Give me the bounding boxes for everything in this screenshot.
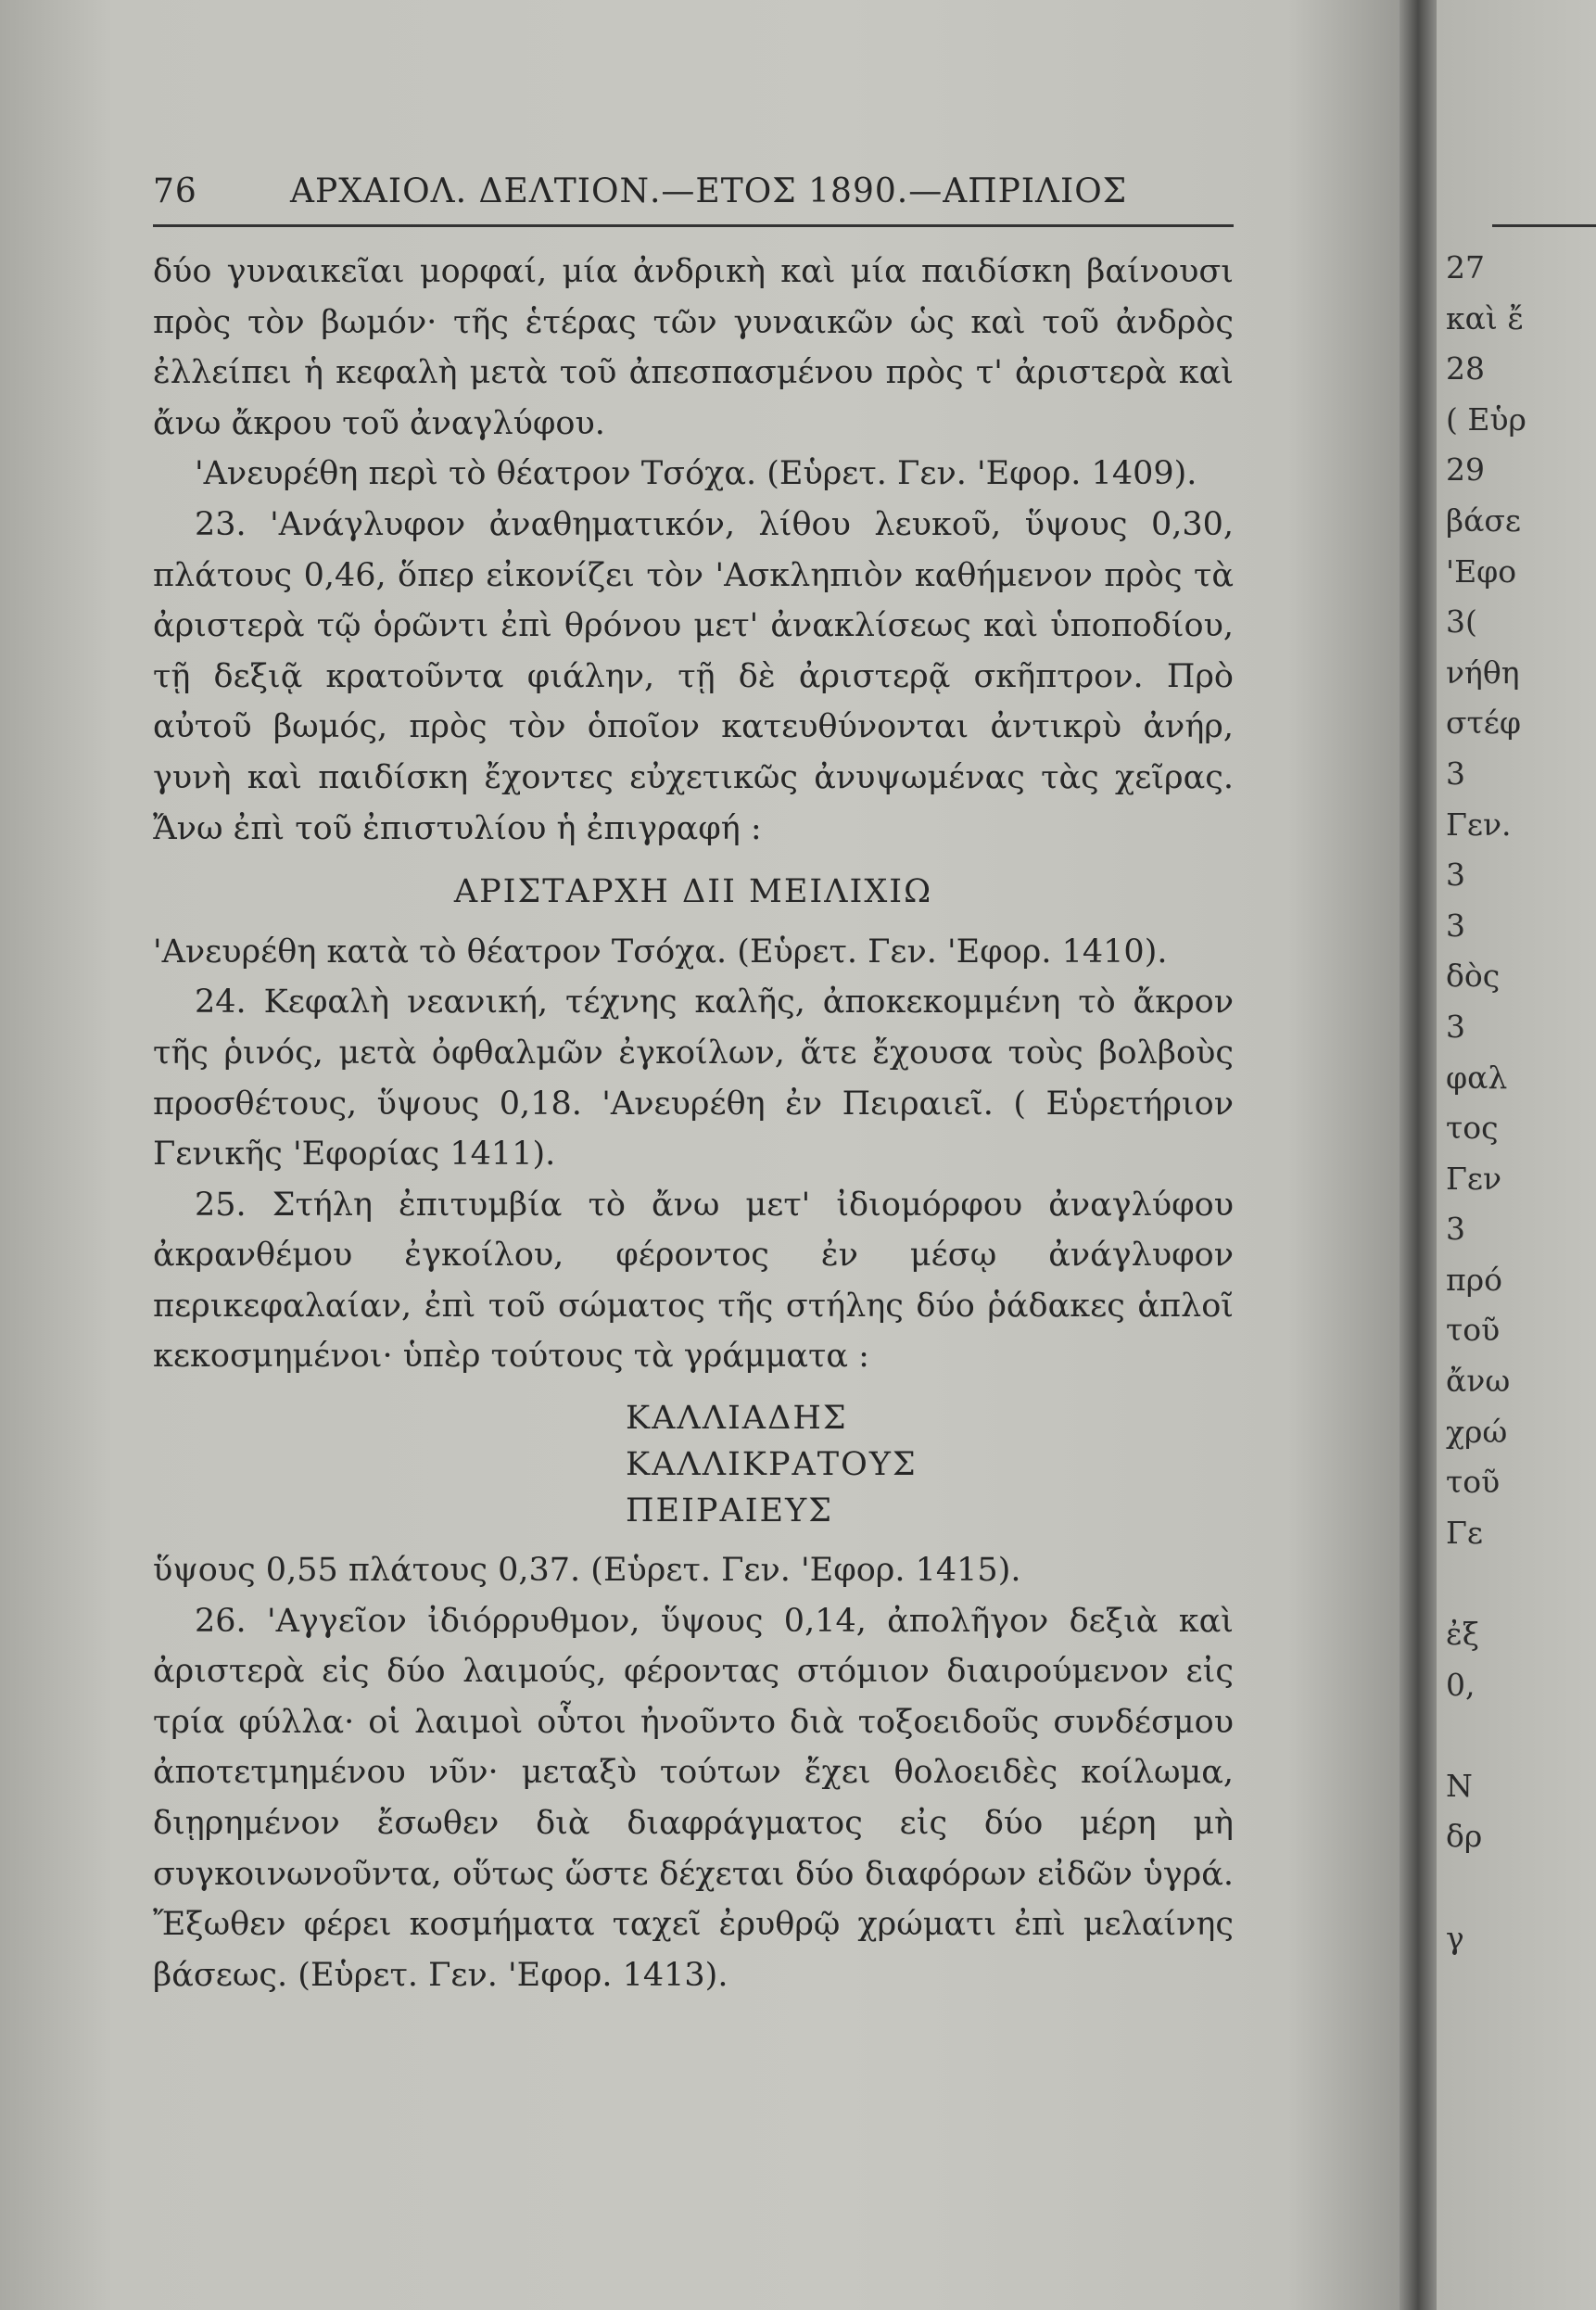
inscription-block	[153, 1395, 1234, 1534]
entry-23: 23. 'Ανάγλυφον ἀναθηματικόν, λίθου λευκοῦ, ὕψους 0,30, πλάτους 0,46, ὅπερ εἰκονίζει τὸν 'Ασκληπιὸν καθήμενον πρὸς τὰ ἀριστερὰ τῷ ὁρῶντι ἐπὶ θρόνου μετ' ἀνακλίσεως καὶ ὑποποδίου, τῇ δεξιᾷ κρατοῦντα φιάλην, τῇ δὲ ἀριστερᾷ σκῆπτρον. Πρὸ αὐτοῦ βωμός, πρὸς τὸν ὁποῖον κατευθύνονται ἀντικρὺ ἀνήρ, γυνὴ καὶ παιδίσκη ἔχοντες εὐχετικῶς ἀνυψωμένας τὰς χεῖρας. Ἄνω ἐπὶ τοῦ ἐπιστυλίου ἡ ἐπιγραφή :	[153, 505, 1234, 847]
text-fragment: 27	[1446, 249, 1485, 286]
text-fragment: 28	[1446, 350, 1485, 387]
right-page-rule	[1492, 224, 1596, 227]
text-fragment: 3	[1446, 1211, 1465, 1248]
running-header	[153, 172, 1237, 224]
text-fragment: 29	[1446, 451, 1485, 489]
text-fragment: νήθη	[1446, 654, 1520, 691]
text-fragment	[1446, 1710, 1594, 1761]
text-fragment: βάσε	[1446, 501, 1521, 539]
page-number: 76	[153, 172, 197, 210]
right-page-fragments	[1446, 243, 1594, 1963]
paragraph: 'Ανευρέθη περὶ τὸ θέατρον Τσόχα. (Εὑρετ. Γεν. 'Εφορ. 1409).	[195, 455, 1197, 493]
text-fragment: φαλ	[1446, 1059, 1508, 1096]
text-fragment: 'Εφο	[1446, 552, 1517, 590]
text-fragment: ( Εὑρ	[1446, 400, 1526, 438]
text-fragment: 3	[1446, 857, 1465, 894]
inscription-line: ΚΑΛΛΙΑΔΗΣ	[626, 1400, 848, 1438]
paragraph: 'Ανευρέθη κατὰ τὸ θέατρον Τσόχα. (Εὑρετ. Γεν. 'Εφορ. 1410).	[153, 933, 1168, 971]
text-fragment	[1446, 1558, 1594, 1609]
text-fragment: Γε	[1446, 1514, 1483, 1551]
page-body	[153, 247, 1234, 2000]
text-fragment: δρ	[1446, 1818, 1483, 1855]
text-fragment: 3	[1446, 1008, 1465, 1045]
text-fragment	[1446, 1862, 1594, 1913]
header-rule	[153, 224, 1234, 227]
inscription-line: ΚΑΛΛΙΚΡΑΤΟΥΣ	[626, 1446, 918, 1484]
text-fragment: 3(	[1446, 603, 1477, 641]
text-fragment: Γεν	[1446, 1160, 1502, 1197]
text-fragment: στέφ	[1446, 704, 1521, 742]
text-fragment: πρό	[1446, 1261, 1502, 1298]
text-fragment: τοῦ	[1446, 1464, 1501, 1501]
entry-25: 25. Στήλη ἐπιτυμβία τὸ ἄνω μετ' ἰδιομόρφου ἀναγλύφου ἀκρανθέμου ἐγκοίλου, φέροντος ἐν μέσῳ ἀνάγλυφον περικεφαλαίαν, ἐπὶ τοῦ σώματος τῆς στήλης δύο ῥάδακες ἁπλοῖ κεκοσμημένοι· ὑπὲρ τούτους τὰ γράμματα :	[153, 1186, 1234, 1376]
text-fragment: 0,	[1446, 1666, 1476, 1703]
right-page	[1437, 0, 1596, 2310]
inscription: ΑΡΙΣΤΑΡΧΗ ΔΙΙ ΜΕΙΛΙΧΙΩ	[453, 873, 933, 911]
running-title: ΑΡΧΑΙΟΛ. ΔΕΛΤΙΟΝ.—ΕΤΟΣ 1890.—ΑΠΡΙΛΙΟΣ	[290, 172, 1128, 210]
text-fragment: Ν	[1446, 1767, 1473, 1804]
inscription-line: ΠΕΙΡΑΙΕΥΣ	[626, 1492, 833, 1530]
text-fragment: δὸς	[1446, 958, 1501, 995]
text-fragment: καὶ ἔ	[1446, 299, 1525, 336]
text-fragment: τοῦ	[1446, 1312, 1501, 1349]
entry-26: 26. 'Αγγεῖον ἰδιόρρυθμον, ὕψους 0,14, ἀπολῆγον δεξιὰ καὶ ἀριστερὰ εἰς δύο λαιμούς, φέροντας στόμιον διαιρούμενον εἰς τρία φύλλα· οἱ λαιμοὶ οὗτοι ἠνοῦντο διὰ τοξοειδοῦς συνδέσμου ἀποτετμημένου νῦν· μεταξὺ τούτων ἔχει θολοειδὲς κοίλωμα, διῃρημένον ἔσωθεν διὰ διαφράγματος εἰς δύο μέρη μὴ συγκοινωνοῦντα, οὕτως ὥστε δέχεται δύο διαφόρων εἰδῶν ὑγρά. Ἔξωθεν φέρει κοσμήματα ταχεῖ ἐρυθρῷ χρώματι ἐπὶ μελαίνης βάσεως. (Εὑρετ. Γεν. 'Εφορ. 1413).	[153, 1602, 1234, 1994]
text-fragment: 3	[1446, 755, 1465, 792]
text-fragment: 3	[1446, 907, 1465, 944]
text-fragment: γ	[1446, 1919, 1464, 1956]
text-fragment: χρώ	[1446, 1413, 1508, 1450]
text-fragment: ἄνω	[1446, 1363, 1511, 1400]
book-gutter	[1400, 0, 1437, 2310]
text-fragment: Γεν.	[1446, 806, 1512, 843]
paragraph: δύο γυναικεῖαι μορφαί, μία ἀνδρικὴ καὶ μία παιδίσκη βαίνουσι πρὸς τὸν βωμόν· τῆς ἑτέρας τῶν γυναικῶν ὡς καὶ τοῦ ἀνδρὸς ἐλλείπει ἡ κεφαλὴ μετὰ τοῦ ἀπεσπασμένου πρὸς τ' ἀριστερὰ καὶ ἄνω ἄκρου τοῦ ἀναγλύφου.	[153, 253, 1234, 442]
text-fragment: ἐξ	[1446, 1616, 1479, 1653]
text-fragment: τος	[1446, 1110, 1499, 1147]
paragraph: ὕψους 0,55 πλάτους 0,37. (Εὑρετ. Γεν. 'Εφορ. 1415).	[153, 1552, 1021, 1590]
entry-24: 24. Κεφαλὴ νεανική, τέχνης καλῆς, ἀποκεκομμένη τὸ ἄκρον τῆς ῥινός, μετὰ ὀφθαλμῶν ἐγκοίλων, ἅτε ἔχουσα τοὺς βολβοὺς προσθέτους, ὕψους 0,18. 'Ανευρέθη ἐν Πειραιεῖ. ( Εὑρετήριον Γενικῆς 'Εφορίας 1411).	[153, 984, 1234, 1174]
